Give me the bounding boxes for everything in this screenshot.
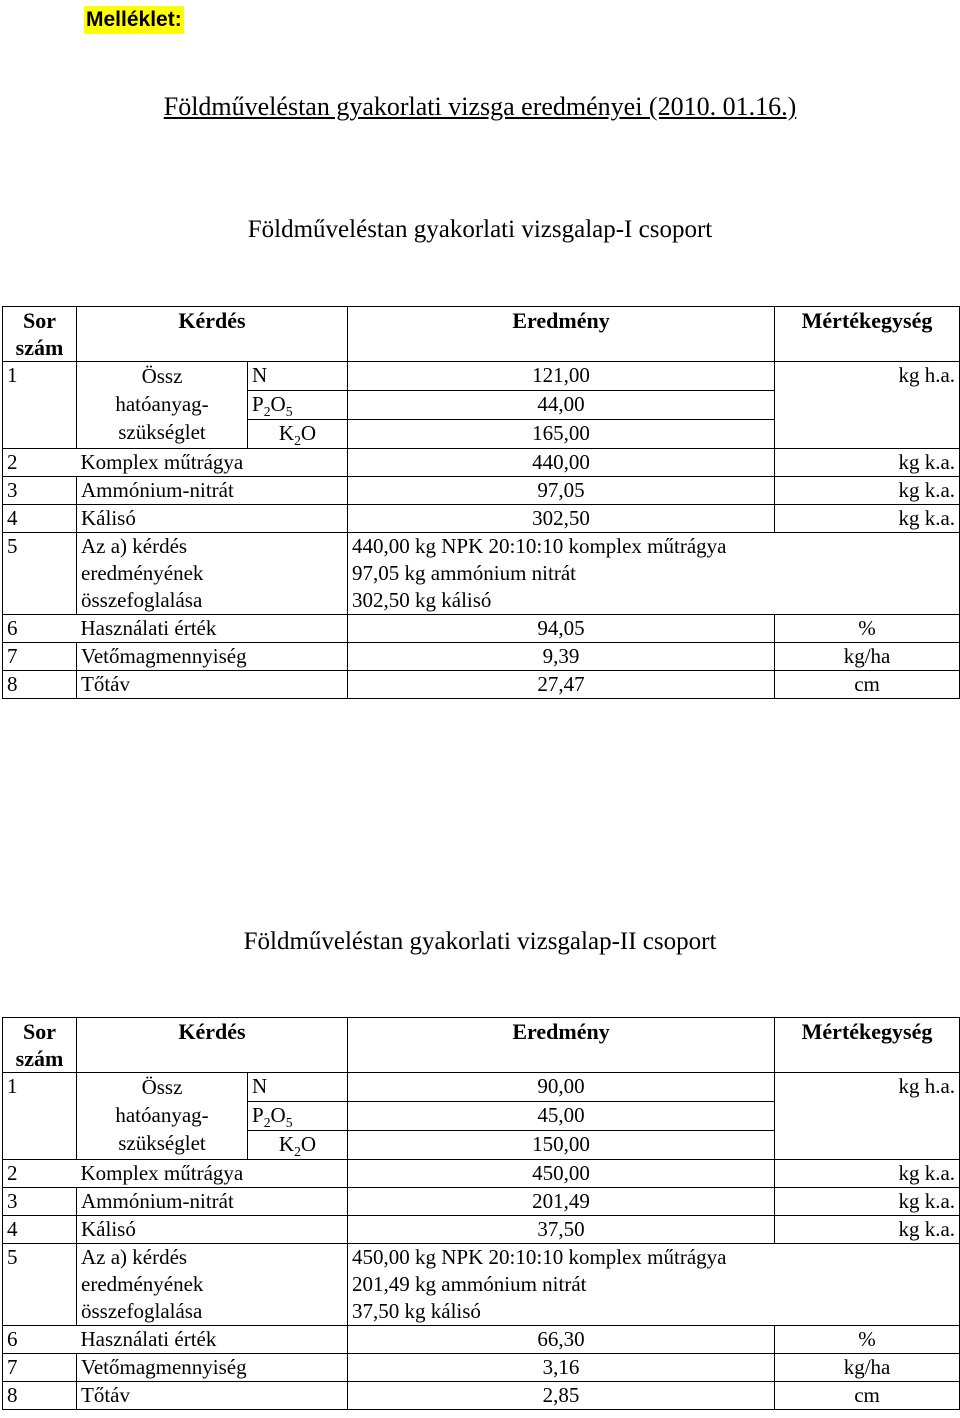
row-label: Kálisó — [77, 1216, 348, 1244]
row-number: 3 — [3, 477, 77, 505]
nutrient-value: 165,00 — [348, 420, 775, 449]
table-row — [3, 1188, 960, 1216]
row-label: Ammónium-nitrát — [77, 1188, 348, 1216]
row-unit: kg k.a. — [775, 1188, 960, 1216]
row-unit: kg k.a. — [775, 477, 960, 505]
row-value: 97,05 — [348, 477, 775, 505]
row-unit: cm — [775, 671, 960, 699]
row-value: 94,05 — [348, 615, 775, 643]
row-value: 37,50 — [348, 1216, 775, 1244]
table-row — [3, 671, 960, 699]
row-unit: kg/ha — [775, 1354, 960, 1382]
row-unit: kg/ha — [775, 643, 960, 671]
table-row-summary — [3, 533, 960, 615]
row-value: 201,49 — [348, 1188, 775, 1216]
header-eredmeny: Eredmény — [348, 1018, 775, 1073]
row-value: 9,39 — [348, 643, 775, 671]
table-row — [3, 1216, 960, 1244]
row-number: 5 — [3, 533, 77, 615]
nutrient-n: N — [248, 362, 348, 391]
table-row — [3, 477, 960, 505]
header-eredmeny: Eredmény — [348, 307, 775, 362]
row-label: Vetőmagmennyiség — [77, 1354, 348, 1382]
row-number: 2 — [3, 449, 77, 477]
table-row — [3, 1326, 960, 1354]
row-label: Komplex műtrágya — [77, 449, 348, 477]
row-number: 1 — [3, 362, 77, 449]
nutrient-p2o5: $P_2O_5$ — [248, 1102, 348, 1131]
main-title: Földműveléstan gyakorlati vizsga eredményei (2010. 01.16.) — [163, 92, 797, 121]
nutrient-value: 150,00 — [348, 1131, 775, 1160]
row-value: 450,00 — [348, 1160, 775, 1188]
table-row — [3, 505, 960, 533]
nutrient-value: 90,00 — [348, 1073, 775, 1102]
attachment-label: Melléklet: — [84, 6, 184, 34]
table-row — [3, 1073, 960, 1102]
row-number: 2 — [3, 1160, 77, 1188]
header-kerdes: Kérdés — [77, 307, 348, 362]
header-kerdes: Kérdés — [77, 1018, 348, 1073]
table-row — [3, 449, 960, 477]
nutrient-value: 121,00 — [348, 362, 775, 391]
row-value: 3,16 — [348, 1354, 775, 1382]
row-unit: kg k.a. — [775, 505, 960, 533]
group2-results-table — [2, 1017, 960, 1410]
header-mertekegyseg: Mértékegység — [775, 307, 960, 362]
table-row — [3, 1382, 960, 1410]
row-number: 1 — [3, 1073, 77, 1160]
row-number: 5 — [3, 1244, 77, 1326]
row-label: Vetőmagmennyiség — [77, 643, 348, 671]
row-value: 27,47 — [348, 671, 775, 699]
row-label: Komplex műtrágya — [77, 1160, 348, 1188]
row-label: Használati érték — [77, 1326, 348, 1354]
row-number: 3 — [3, 1188, 77, 1216]
header-mertekegyseg: Mértékegység — [775, 1018, 960, 1073]
nutrient-p2o5: $P_2O_5$ — [248, 391, 348, 420]
row-label: Tőtáv — [77, 671, 348, 699]
row-unit: cm — [775, 1382, 960, 1410]
summary-text: 440,00 kg NPK 20:10:10 komplex műtrágya 97,05 kg ammónium nitrát 302,50 kg kálisó — [348, 533, 960, 615]
unit-cell: kg h.a. — [775, 1073, 960, 1160]
header-sor: Sor szám — [3, 307, 77, 362]
row-number: 4 — [3, 1216, 77, 1244]
summary-text: 450,00 kg NPK 20:10:10 komplex műtrágya 201,49 kg ammónium nitrát 37,50 kg kálisó — [348, 1244, 960, 1326]
table-row — [3, 615, 960, 643]
row-unit: kg k.a. — [775, 449, 960, 477]
nutrient-value: 45,00 — [348, 1102, 775, 1131]
group2-title: Földműveléstan gyakorlati vizsgalap-II csoport — [243, 928, 717, 955]
row-number: 6 — [3, 1326, 77, 1354]
row-number: 7 — [3, 643, 77, 671]
row-label: Használati érték — [77, 615, 348, 643]
row-label: Össz hatóanyag- szükséglet — [77, 1073, 248, 1160]
table-row — [3, 643, 960, 671]
row-label: Ammónium-nitrát — [77, 477, 348, 505]
row-value: 440,00 — [348, 449, 775, 477]
table-header-row — [3, 1018, 960, 1073]
row-label: Össz hatóanyag- szükséglet — [77, 362, 248, 449]
row-label: Az a) kérdés eredményének összefoglalása — [77, 1244, 348, 1326]
group1-title: Földműveléstan gyakorlati vizsgalap-I csoport — [247, 216, 713, 243]
row-label: Kálisó — [77, 505, 348, 533]
nutrient-n: N — [248, 1073, 348, 1102]
nutrient-value: 44,00 — [348, 391, 775, 420]
row-unit: % — [775, 1326, 960, 1354]
table-row — [3, 362, 960, 391]
row-unit: kg k.a. — [775, 1160, 960, 1188]
table-row-summary — [3, 1244, 960, 1326]
nutrient-k2o: $K_2O$ — [248, 420, 348, 449]
row-label: Tőtáv — [77, 1382, 348, 1410]
row-value: 302,50 — [348, 505, 775, 533]
row-number: 8 — [3, 1382, 77, 1410]
row-unit: kg k.a. — [775, 1216, 960, 1244]
table-header-row — [3, 307, 960, 362]
table-row — [3, 1354, 960, 1382]
row-value: 2,85 — [348, 1382, 775, 1410]
row-value: 66,30 — [348, 1326, 775, 1354]
row-number: 4 — [3, 505, 77, 533]
nutrient-k2o: $K_2O$ — [248, 1131, 348, 1160]
row-number: 8 — [3, 671, 77, 699]
row-unit: % — [775, 615, 960, 643]
group1-results-table — [2, 306, 960, 699]
table-row — [3, 1160, 960, 1188]
row-number: 7 — [3, 1354, 77, 1382]
row-label: Az a) kérdés eredményének összefoglalása — [77, 533, 348, 615]
unit-cell: kg h.a. — [775, 362, 960, 449]
row-number: 6 — [3, 615, 77, 643]
header-sor: Sor szám — [3, 1018, 77, 1073]
